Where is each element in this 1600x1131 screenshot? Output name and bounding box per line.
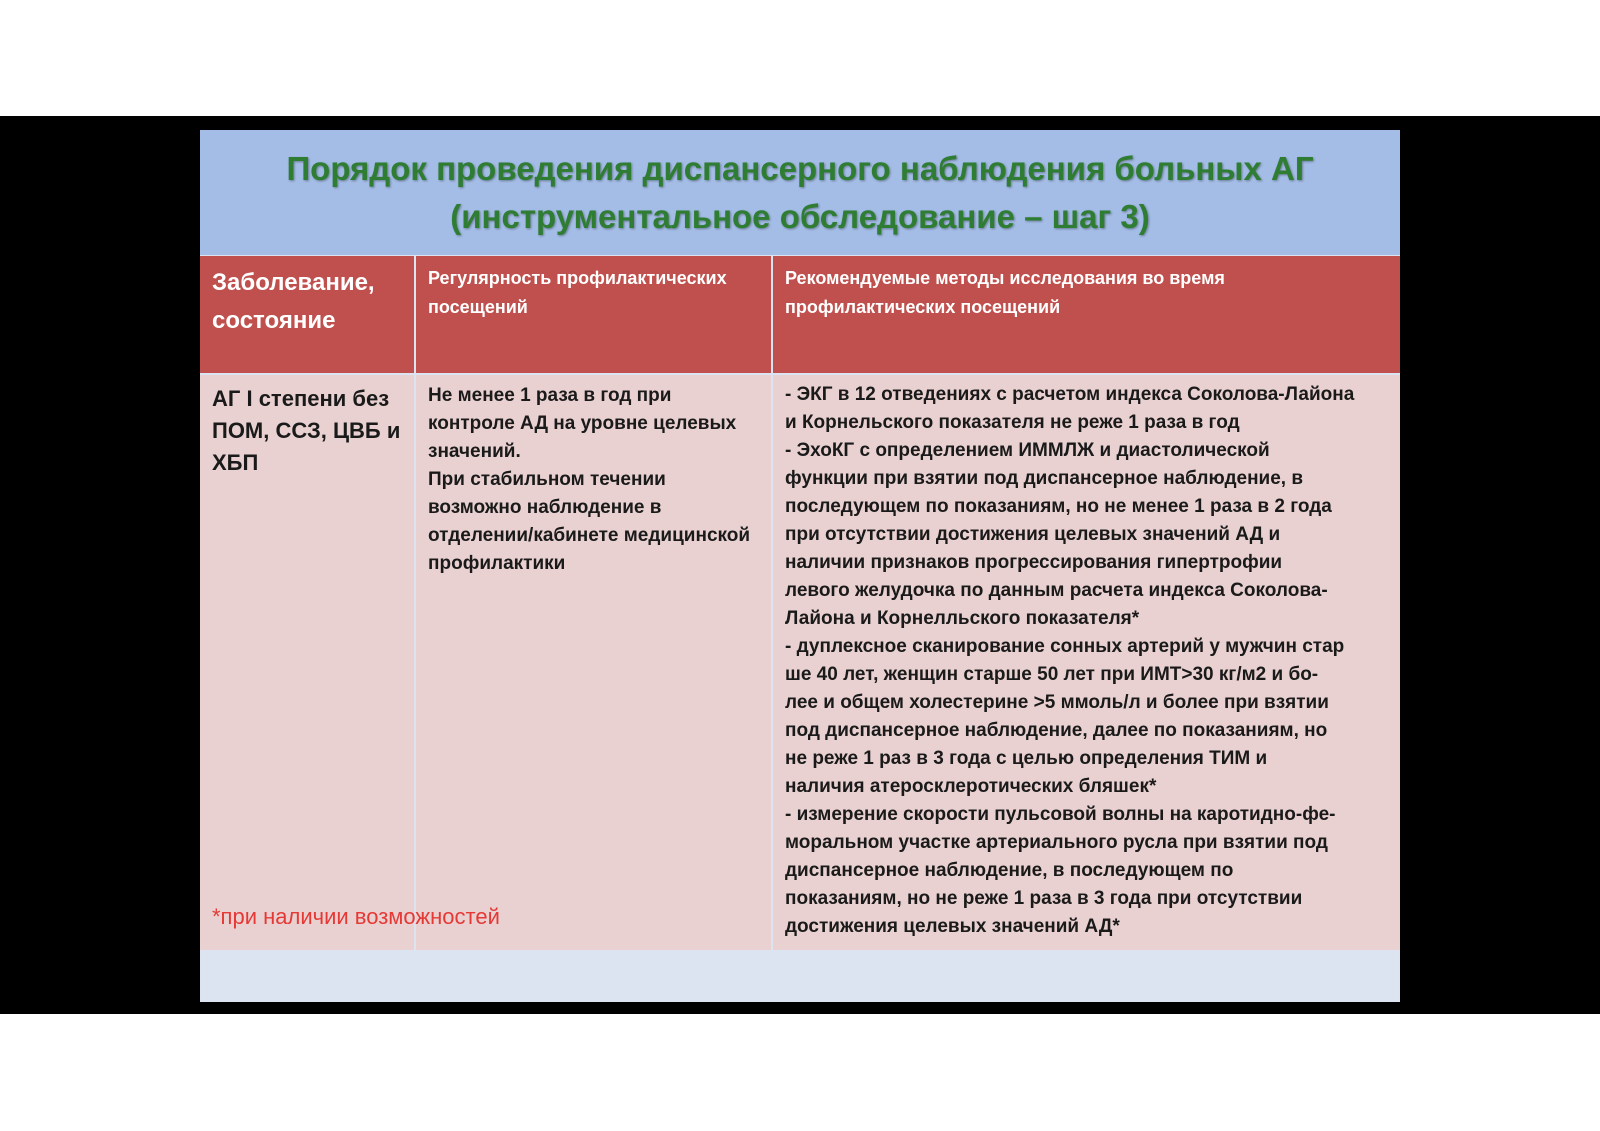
slide-title [200, 130, 1400, 255]
header-condition: Заболевание, состояние [200, 256, 414, 373]
condition-text: АГ I степени без ПОМ, ССЗ, ЦВБ и ХБП [212, 386, 401, 475]
methods-line: - дуплексное сканирование сонных артерий у мужчин стар [785, 636, 1345, 657]
methods-line: - измерение скорости пульсовой волны на каротидно-фе- [785, 804, 1336, 825]
frequency-text-2: При стабильном течении возможно наблюдение в отделении/кабинете медицинской профилактики [428, 469, 751, 574]
methods-line: последующем по показаниям, но не менее 1 раза в 2 года [785, 496, 1332, 517]
methods-line: наличия атеросклеротических бляшек* [785, 776, 1157, 797]
methods-line: функции при взятии под диспансерное наблюдение, в [785, 468, 1304, 489]
methods-line: Лайона и Корнелльского показателя* [785, 608, 1140, 629]
methods-line: - ЭКГ в 12 отведениях с расчетом индекса Соколова-Лайона [785, 384, 1355, 405]
methods-line: и Корнельского показателя не реже 1 раза в год [785, 412, 1240, 433]
methods-line: при отсутствии достижения целевых значений АД и [785, 524, 1281, 545]
header-methods: Рекомендуемые методы исследования во время профилактических посещений [773, 256, 1400, 373]
cell-condition [200, 375, 414, 950]
methods-line: лее и общем холестерине >5 ммоль/л и более при взятии [785, 692, 1329, 713]
methods-line: - ЭхоКГ с определением ИММЛЖ и диастолической [785, 440, 1270, 461]
exam-table [200, 256, 1400, 950]
methods-line: моральном участке артериального русла при взятии под [785, 832, 1328, 853]
methods-line: левого желудочка по данным расчета индекса Соколова- [785, 580, 1328, 601]
methods-line: под диспансерное наблюдение, далее по показаниям, но [785, 720, 1328, 741]
cell-methods [773, 375, 1400, 950]
methods-line: ше 40 лет, женщин старше 50 лет при ИМТ>30 кг/м2 и бо- [785, 664, 1319, 685]
methods-line: диспансерное наблюдение, в последующем по [785, 860, 1234, 881]
methods-line: не реже 1 раз в 3 года с целью определения ТИМ и [785, 748, 1268, 769]
footnote: *при наличии возможностей [212, 904, 500, 929]
title-line-1: Порядок проведения диспансерного наблюдения больных АГ [286, 149, 1314, 187]
header-frequency: Регулярность профилактических посещений [416, 256, 771, 373]
methods-line: показаниям, но не реже 1 раза в 3 года при отсутствии [785, 888, 1303, 909]
title-line-2: (инструментальное обследование – шаг 3) [450, 197, 1150, 235]
cell-frequency [416, 375, 771, 950]
methods-line: наличии признаков прогрессирования гипертрофии [785, 552, 1283, 573]
methods-line: достижения целевых значений АД* [785, 916, 1120, 937]
slide [200, 130, 1400, 1002]
frequency-text-1: Не менее 1 раза в год при контроле АД на уровне целевых значений. [428, 385, 737, 462]
